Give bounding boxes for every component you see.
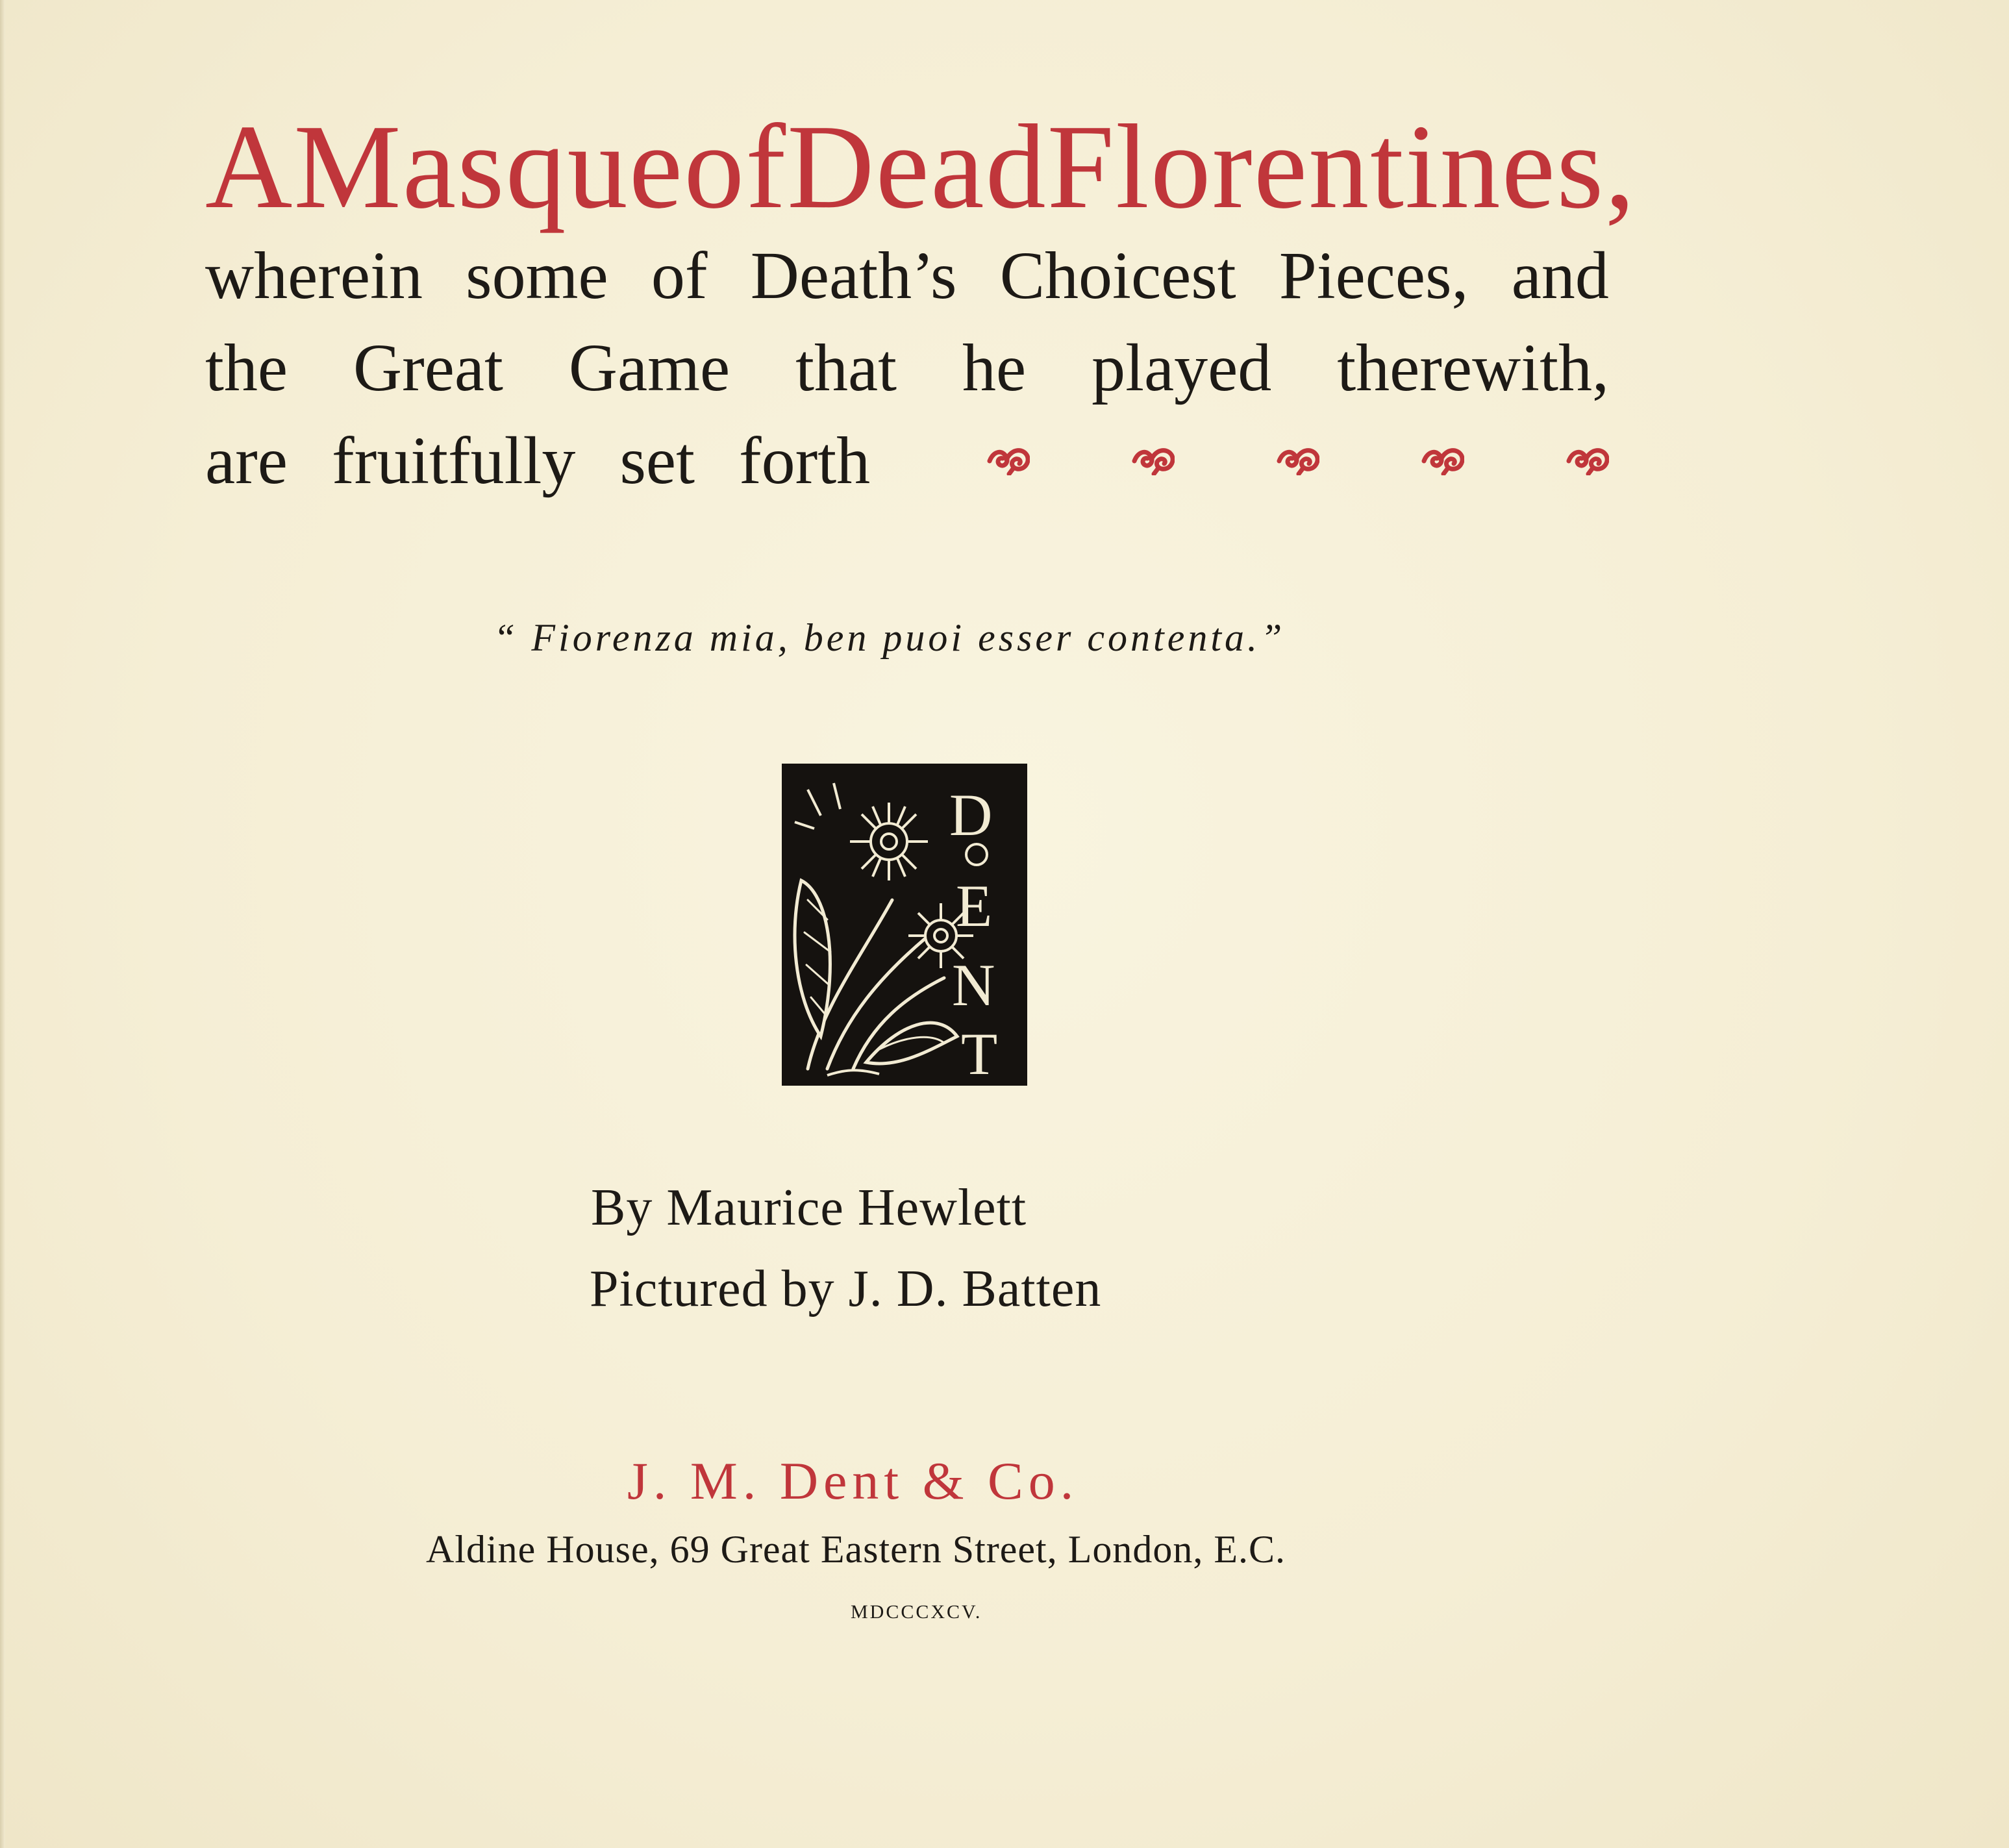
title-word: Florentines,	[1047, 100, 1637, 234]
publication-year: MDCCCXCV.	[851, 1601, 982, 1623]
subtitle-word: forth	[738, 423, 871, 498]
publisher-name: J. M. Dent & Co.	[627, 1451, 1079, 1510]
device-letter: N	[952, 952, 995, 1018]
subtitle-word: therewith,	[1337, 331, 1609, 405]
subtitle-word: set	[619, 423, 695, 498]
subtitle-word: played	[1092, 331, 1272, 405]
subtitle-word: fruitfully	[331, 423, 576, 498]
subtitle-word: are	[205, 423, 288, 498]
title-word: of	[684, 100, 788, 234]
subtitle-word: of	[651, 238, 708, 313]
subtitle-word: Pieces,	[1279, 238, 1469, 313]
subtitle-word: Great	[353, 331, 503, 405]
subtitle-word: he	[962, 331, 1027, 405]
epigraph: “ Fiorenza mia, ben puoi esser contenta.”	[493, 616, 1286, 659]
fleuron-row	[987, 442, 1609, 475]
subtitle-word: wherein	[205, 238, 423, 313]
subtitle-line-1	[205, 237, 1609, 314]
subtitle-word: Death’s	[750, 238, 957, 313]
device-letter: T	[961, 1021, 998, 1086]
title-word: Dead	[787, 100, 1047, 234]
fleuron-icon	[987, 442, 1030, 475]
subtitle-line-3	[205, 422, 914, 499]
title-word: A	[205, 100, 294, 234]
fleuron-icon	[1421, 442, 1464, 475]
publisher-device-woodcut	[782, 764, 1027, 1086]
fleuron-icon	[1132, 442, 1175, 475]
device-letter: D	[949, 782, 993, 848]
publisher-address: Aldine House, 69 Great Eastern Street, London, E.C.	[426, 1528, 1286, 1571]
author-credit: By Maurice Hewlett	[591, 1179, 1027, 1236]
subtitle-word: some	[466, 238, 608, 313]
fleuron-icon	[1566, 442, 1609, 475]
subtitle-word: Choicest	[999, 238, 1236, 313]
illustrator-credit: Pictured by J. D. Batten	[590, 1260, 1102, 1317]
subtitle-line-2	[205, 329, 1609, 406]
subtitle-word: and	[1511, 238, 1609, 313]
page-edge	[0, 0, 5, 1848]
subtitle-word: that	[795, 331, 897, 405]
fleuron-icon	[1277, 442, 1319, 475]
book-title	[205, 97, 1637, 236]
title-word: Masque	[293, 100, 684, 234]
subtitle-word: the	[205, 331, 288, 405]
device-letter: E	[956, 873, 993, 939]
subtitle-word: Game	[568, 331, 730, 405]
